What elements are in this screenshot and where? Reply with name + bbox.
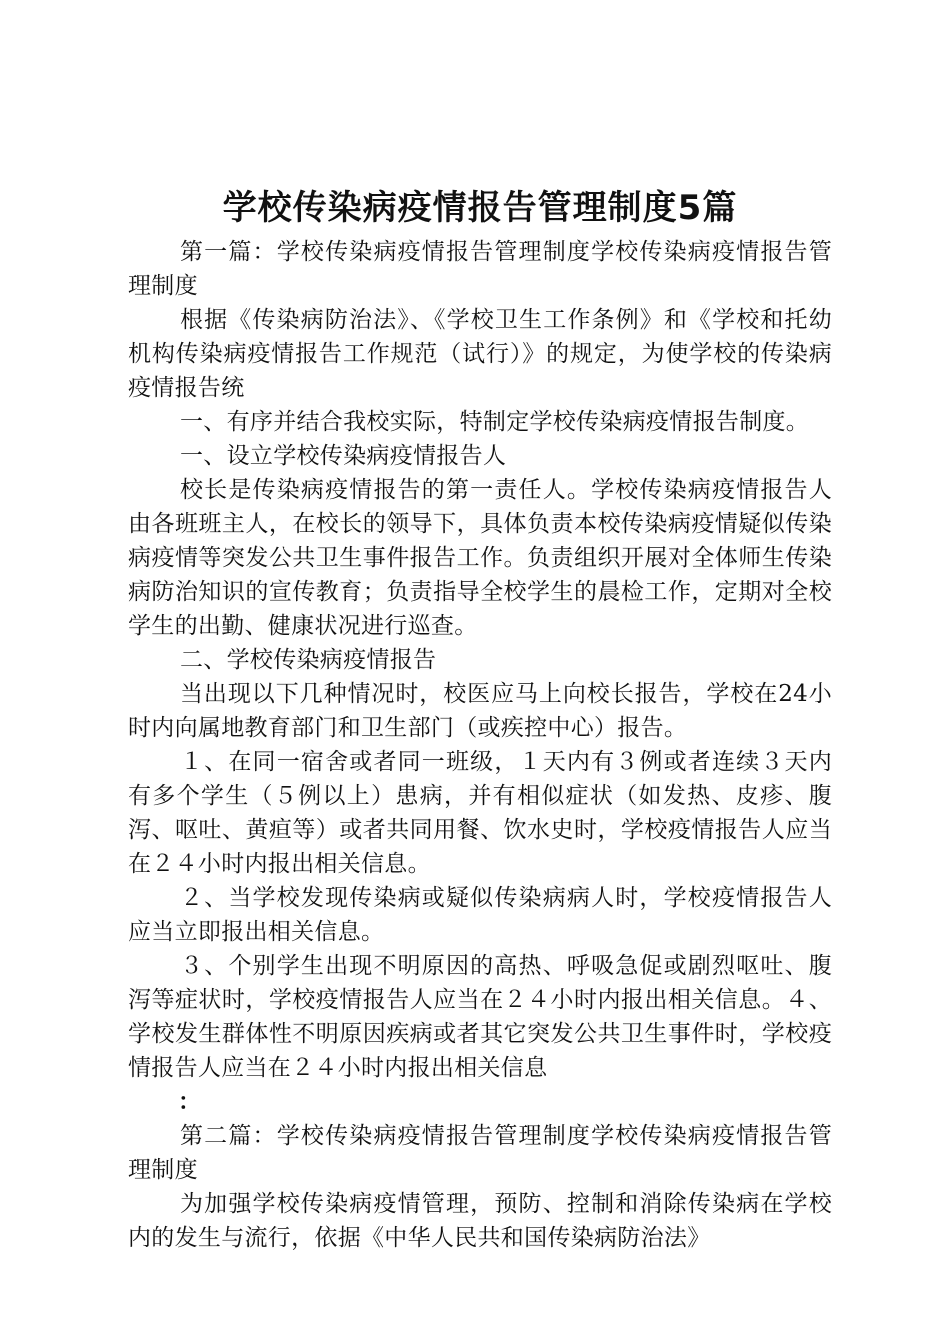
paragraph: 第二篇：学校传染病疫情报告管理制度学校传染病疫情报告管理制度 xyxy=(128,1123,832,1183)
list-item: ３、个别学生出现不明原因的高热、呼吸急促或剧烈呕吐、腹泻等症状时，学校疫情报告人应当在２４小时内报出相关信息。４、学校发生群体性不明原因疾病或者其它突发公共卫生事件时，学校疫情报告人应当在２４小时内报出相关信息 xyxy=(128,953,832,1081)
paragraph: 为加强学校传染病疫情管理，预防、控制和消除传染病在学校内的发生与流行，依据《中华人民共和国传染病防治法》 xyxy=(128,1191,832,1251)
paragraph: 校长是传染病疫情报告的第一责任人。学校传染病疫情报告人由各班班主人，在校长的领导下，具体负责本校传染病疫情疑似传染病疫情等突发公共卫生事件报告工作。负责组织开展对全体师生传染病防治知识的宣传教育；负责指导全校学生的晨检工作，定期对全校学生的出勤、健康状况进行巡查。 xyxy=(128,477,832,639)
list-item: ２、当学校发现传染病或疑似传染病病人时，学校疫情报告人应当立即报出相关信息。 xyxy=(128,885,832,945)
paragraph: 当出现以下几种情况时，校医应马上向校长报告，学校在24小时内向属地教育部门和卫生部门（或疾控中心）报告。 xyxy=(128,681,832,741)
paragraph: 第一篇：学校传染病疫情报告管理制度学校传染病疫情报告管理制度 xyxy=(128,239,832,299)
document-page xyxy=(128,183,832,1255)
list-item: １、在同一宿舍或者同一班级，１天内有３例或者连续３天内有多个学生（５例以上）患病，并有相似症状（如发热、皮疹、腹泻、呕吐、黄疸等）或者共同用餐、饮水史时，学校疫情报告人应当在２４小时内报出相关信息。 xyxy=(128,749,832,877)
paragraph: 根据《传染病防治法》、《学校卫生工作条例》和《学校和托幼机构传染病疫情报告工作规范（试行）》的规定，为使学校的传染病疫情报告统 xyxy=(128,307,832,401)
section-heading: 二、学校传染病疫情报告 xyxy=(180,647,437,673)
document-title: 学校传染病疫情报告管理制度5篇 xyxy=(222,188,738,228)
paragraph: 一、有序并结合我校实际，特制定学校传染病疫情报告制度。 xyxy=(180,409,810,435)
separator-colon: ： xyxy=(178,1088,201,1115)
section-heading: 一、设立学校传染病疫情报告人 xyxy=(180,443,507,469)
